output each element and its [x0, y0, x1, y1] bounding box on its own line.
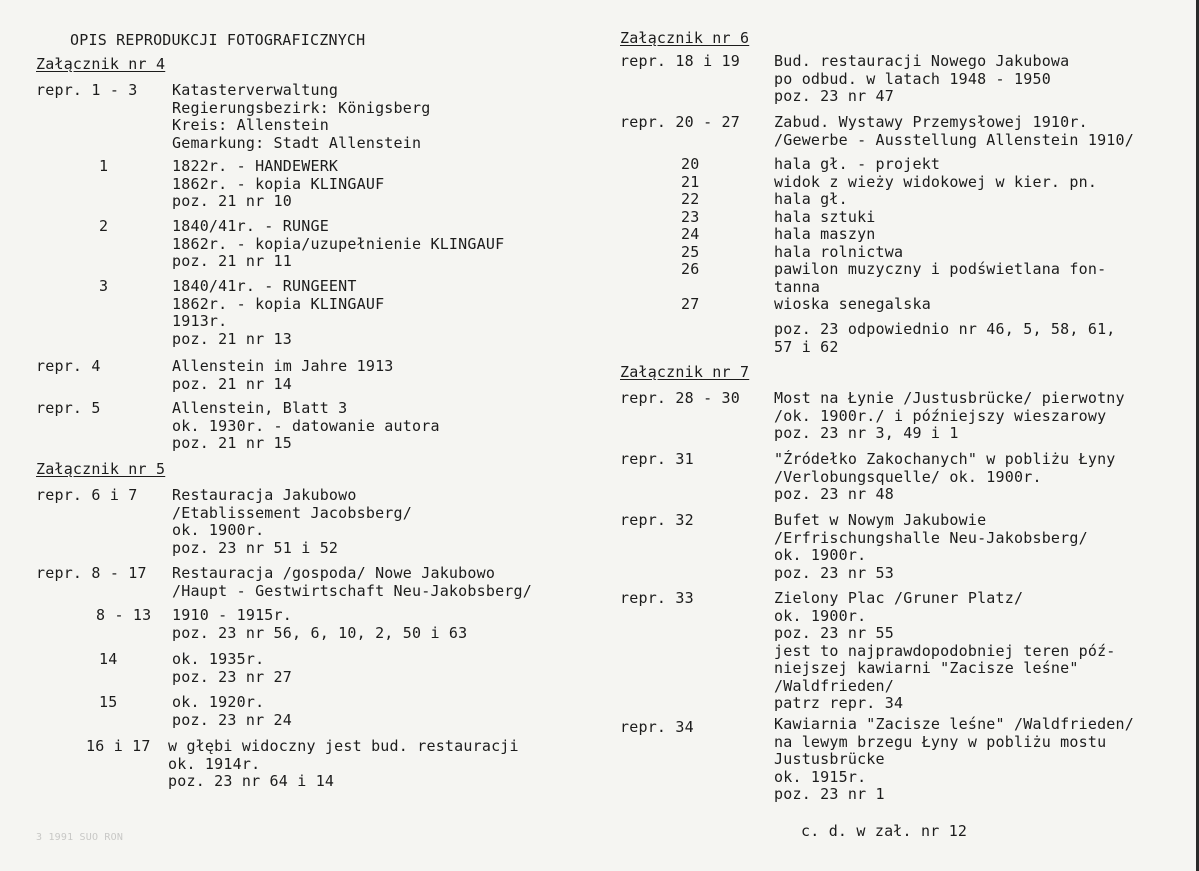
- document-title: OPIS REPRODUKCJI FOTOGRAFICZNYCH: [70, 31, 366, 49]
- appendix-6-summary: poz. 23 odpowiednio nr 46, 5, 58, 61, 57 i 62: [774, 320, 1116, 356]
- entry-text: Bud. restauracji Nowego Jakubowa po odbud. w latach 1948 - 1950 poz. 23 nr 47: [774, 52, 1070, 105]
- appendix-4-heading: Załącznik nr 4: [36, 55, 166, 73]
- sublist-number: 24: [681, 225, 700, 243]
- entry-label: repr. 4: [36, 357, 101, 375]
- sublist-text: hala gł.: [774, 190, 848, 208]
- entry-label: repr. 28 - 30: [620, 389, 740, 407]
- continuation-note: c. d. w zał. nr 12: [801, 822, 968, 840]
- entry-text: 1840/41r. - RUNGEENT 1862r. - kopia KLINGAUF 1913r. poz. 21 nr 13: [172, 277, 385, 348]
- sublist-number: 27: [681, 295, 700, 313]
- entry-label: 16 i 17: [86, 737, 151, 755]
- entry-text: 1840/41r. - RUNGE 1862r. - kopia/uzupełnienie KLINGAUF poz. 21 nr 11: [172, 217, 505, 270]
- appendix-7-heading: Załącznik nr 7: [620, 363, 750, 381]
- sublist-number: 20: [681, 155, 700, 173]
- entry-text: Kawiarnia "Zacisze leśne" /Waldfrieden/ na lewym brzegu Łyny w pobliżu mostu Justusbrücke ok. 1915r. poz. 23 nr 1: [774, 715, 1134, 803]
- sublist-text: pawilon muzyczny i podświetlana fon- tanna: [774, 260, 1107, 296]
- entry-label: repr. 31: [620, 450, 694, 468]
- entry-text: Allenstein, Blatt 3 ok. 1930r. - datowanie autora poz. 21 nr 15: [172, 399, 440, 452]
- entry-label: repr. 5: [36, 399, 101, 417]
- entry-label: 15: [99, 693, 118, 711]
- sublist-text: wioska senegalska: [774, 295, 931, 313]
- entry-text: 1822r. - HANDEWERK 1862r. - kopia KLINGAUF poz. 21 nr 10: [172, 157, 385, 210]
- entry-label: repr. 33: [620, 589, 694, 607]
- sublist-text: hala maszyn: [774, 225, 876, 243]
- entry-text: Katasterverwaltung Regierungsbezirk: Königsberg Kreis: Allenstein Gemarkung: Stadt Allenstein: [172, 81, 431, 152]
- entry-label: repr. 1 - 3: [36, 81, 138, 99]
- entry-text: Allenstein im Jahre 1913 poz. 21 nr 14: [172, 357, 394, 393]
- sublist-number: 21: [681, 172, 700, 191]
- entry-label: 8 - 13: [96, 606, 152, 624]
- appendix-6-heading: Załącznik nr 6: [620, 29, 750, 47]
- entry-text: Restauracja Jakubowo /Etablissement Jacobsberg/ ok. 1900r. poz. 23 nr 51 i 52: [172, 486, 412, 557]
- entry-label: 14: [99, 650, 118, 668]
- entry-text: Restauracja /gospoda/ Nowe Jakubowo /Haupt - Gestwirtschaft Neu-Jakobsberg/: [172, 564, 532, 600]
- entry-label: repr. 18 i 19: [620, 52, 740, 70]
- sublist-number: 23: [681, 207, 700, 226]
- entry-text: Most na Łynie /Justusbrücke/ pierwotny /ok. 1900r./ i późniejszy wieszarowy poz. 23 nr 3, 49 i 1: [774, 389, 1125, 442]
- sublist-text: widok z wieży widokowej w kier. pn.: [774, 172, 1098, 191]
- entry-label: repr. 32: [620, 511, 694, 529]
- appendix-5-heading: Załącznik nr 5: [36, 460, 166, 478]
- entry-label: repr. 6 i 7: [36, 486, 138, 504]
- entry-label: 3: [99, 277, 109, 295]
- faint-stamp: 3 1991 SUO RON: [36, 832, 124, 843]
- sublist-text: hala sztuki: [774, 207, 876, 226]
- sublist-number: 22: [681, 190, 700, 208]
- sublist-text: hala rolnictwa: [774, 242, 904, 261]
- entry-text: w głębi widoczny jest bud. restauracji ok. 1914r. poz. 23 nr 64 i 14: [168, 737, 519, 790]
- sublist-text: hala gł. - projekt: [774, 155, 941, 173]
- entry-label: repr. 8 - 17: [36, 564, 147, 582]
- entry-text: Zabud. Wystawy Przemysłowej 1910r. /Gewerbe - Ausstellung Allenstein 1910/: [774, 113, 1134, 149]
- entry-text: ok. 1935r. poz. 23 nr 27: [172, 650, 292, 686]
- entry-label: 1: [99, 157, 109, 175]
- entry-label: repr. 20 - 27: [620, 113, 740, 131]
- sublist-number: 25: [681, 242, 700, 261]
- entry-text: Zielony Plac /Gruner Platz/ ok. 1900r. poz. 23 nr 55 jest to najprawdopodobniej teren póź- niejszej kawiarni "Zacisze leśne" /Waldfrieden/ patrz repr. 34: [774, 589, 1116, 712]
- entry-label: 2: [99, 217, 109, 235]
- entry-text: ok. 1920r. poz. 23 nr 24: [172, 693, 292, 729]
- sublist-number: 26: [681, 260, 700, 278]
- entry-text: 1910 - 1915r. poz. 23 nr 56, 6, 10, 2, 50 i 63: [172, 606, 468, 642]
- entry-text: "Źródełko Zakochanych" w pobliżu Łyny /Verlobungsquelle/ ok. 1900r. poz. 23 nr 48: [774, 450, 1116, 503]
- entry-text: Bufet w Nowym Jakubowie /Erfrischungshalle Neu-Jakobsberg/ ok. 1900r. poz. 23 nr 53: [774, 511, 1088, 582]
- entry-label: repr. 34: [620, 718, 694, 736]
